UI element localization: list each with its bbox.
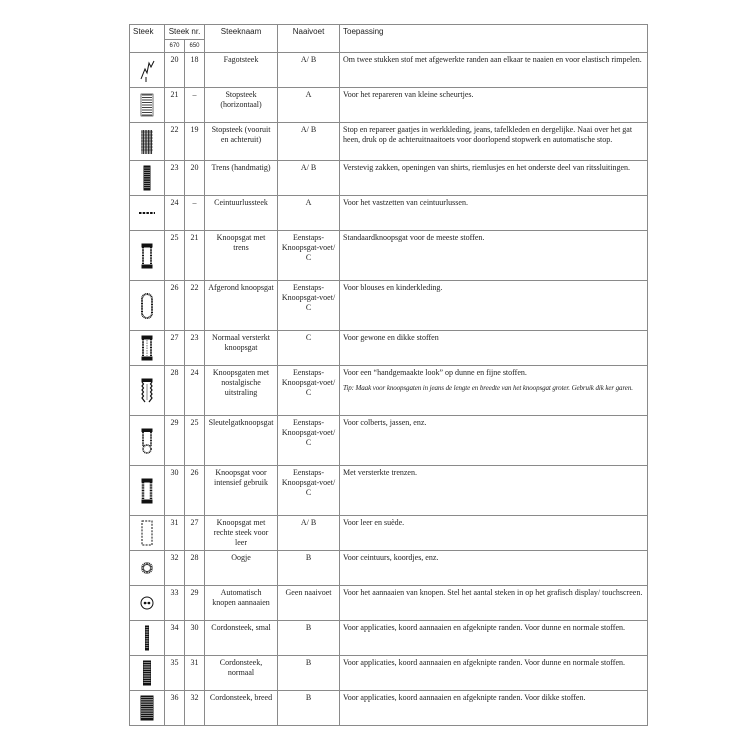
buttonhole-heirloom-icon: [137, 376, 157, 406]
presser-foot: Eenstaps-Knoopsgat-voet/ C: [278, 416, 340, 466]
stitch-number-650: –: [185, 196, 205, 231]
table-row: [130, 88, 648, 123]
stitch-icon-cell: [130, 466, 165, 516]
stitch-name: Knoopsgat voor intensief gebruik: [205, 466, 278, 516]
stitch-name: Stopsteek (horizontaal): [205, 88, 278, 123]
stitch-number-670: 34: [165, 621, 185, 656]
stitch-name: Stopsteek (vooruit en achteruit): [205, 123, 278, 161]
table-header-row: [130, 25, 648, 40]
application-text: Voor applicaties, koord aannaaien en afgeknipte randen. Voor dunne en normale stoffen.: [343, 623, 625, 632]
presser-foot: A/ B: [278, 161, 340, 196]
table-row: [130, 231, 648, 281]
stitch-number-650: 21: [185, 231, 205, 281]
buttonhole-keyhole-icon: [137, 426, 157, 456]
table-row: [130, 281, 648, 331]
tip-text: Tip: Maak voor knoopsgaten in jeans de lengte en breedte van het knoopsgat groter. Gebruik dik ker garen.: [343, 384, 633, 392]
table-row: [130, 123, 648, 161]
buttonhole-reinforced-icon: [137, 333, 157, 363]
application-text: Voor het aannaaien van knopen. Stel het aantal steken in op het grafisch display/ touchscreen.: [343, 588, 643, 597]
presser-foot: A/ B: [278, 516, 340, 551]
stitch-number-650: 28: [185, 551, 205, 586]
stitch-name: Ceintuurlussteek: [205, 196, 278, 231]
presser-foot: A: [278, 196, 340, 231]
buttonhole-heavy-duty-icon: [137, 476, 157, 506]
stitch-number-650: 32: [185, 691, 205, 726]
cording-normal-icon: [137, 658, 157, 688]
buttonhole-straight-icon: [137, 518, 157, 548]
stitch-name: Cordonsteek, breed: [205, 691, 278, 726]
darning-horizontal-icon: [137, 90, 157, 120]
stitch-number-670: 25: [165, 231, 185, 281]
application-cell: [340, 366, 648, 416]
application-cell: [340, 466, 648, 516]
stitch-number-650: 20: [185, 161, 205, 196]
application-text: Met versterkte trenzen.: [343, 468, 417, 477]
table-row: [130, 691, 648, 726]
cording-narrow-icon: [137, 623, 157, 653]
table-row: [130, 621, 648, 656]
stitch-icon-cell: [130, 586, 165, 621]
stitch-name: Cordonsteek, normaal: [205, 656, 278, 691]
application-cell: [340, 516, 648, 551]
application-text: Stop en repareer gaatjes in werkkleding, jeans, tafelkleden en dergelijke. Naai over het gat heen, druk op de achteruitnaaitoets voor doorlopend stopwerk en automatische stop.: [343, 125, 633, 144]
application-cell: [340, 88, 648, 123]
stitch-number-670: 21: [165, 88, 185, 123]
stitch-number-650: 26: [185, 466, 205, 516]
stitch-name: Afgerond knoopsgat: [205, 281, 278, 331]
bartack-icon: [137, 163, 157, 193]
presser-foot: Eenstaps-Knoopsgat-voet/ C: [278, 466, 340, 516]
application-cell: [340, 416, 648, 466]
presser-foot: A/ B: [278, 53, 340, 88]
table-row: [130, 586, 648, 621]
button-sew-on-icon: [137, 588, 157, 618]
stitch-number-650: 27: [185, 516, 205, 551]
stitch-name: Sleutelgatknoopsgat: [205, 416, 278, 466]
stitch-icon-cell: [130, 53, 165, 88]
application-text: Voor het repareren van kleine scheurtjes.: [343, 90, 474, 99]
table-row: [130, 196, 648, 231]
stitch-number-650: 25: [185, 416, 205, 466]
header-presser-foot: Naaivoet: [278, 25, 340, 53]
stitch-number-670: 36: [165, 691, 185, 726]
application-text: Verstevig zakken, openingen van shirts, riemlusjes en het onderste deel van ritssluitingen.: [343, 163, 631, 172]
stitch-icon-cell: [130, 621, 165, 656]
stitch-number-650: 22: [185, 281, 205, 331]
stitch-number-650: –: [185, 88, 205, 123]
stitch-name: Automatisch knopen aannaaien: [205, 586, 278, 621]
stitch-number-670: 29: [165, 416, 185, 466]
stitch-number-670: 27: [165, 331, 185, 366]
table-row: [130, 331, 648, 366]
presser-foot: Geen naaivoet: [278, 586, 340, 621]
presser-foot: Eenstaps-Knoopsgat-voet/ C: [278, 366, 340, 416]
stitch-number-670: 28: [165, 366, 185, 416]
stitch-number-650: 30: [185, 621, 205, 656]
buttonhole-rounded-icon: [137, 291, 157, 321]
header-model-670: 670: [165, 40, 185, 53]
application-text: Voor leer en suède.: [343, 518, 405, 527]
stitch-name: Knoopsgat met trens: [205, 231, 278, 281]
stitch-icon-cell: [130, 231, 165, 281]
application-text: Voor blouses en kinderkleding.: [343, 283, 443, 292]
application-cell: [340, 231, 648, 281]
stitch-icon-cell: [130, 331, 165, 366]
stitch-number-670: 31: [165, 516, 185, 551]
table-row: [130, 551, 648, 586]
header-model-650: 650: [185, 40, 205, 53]
stitch-number-650: 31: [185, 656, 205, 691]
application-cell: [340, 53, 648, 88]
presser-foot: C: [278, 331, 340, 366]
stitch-icon-cell: [130, 281, 165, 331]
stitch-icon-cell: [130, 123, 165, 161]
application-text: Voor het vastzetten van ceintuurlussen.: [343, 198, 468, 207]
stitch-number-670: 32: [165, 551, 185, 586]
application-cell: [340, 621, 648, 656]
header-stitch-name: Steeknaam: [205, 25, 278, 53]
stitch-icon-cell: [130, 551, 165, 586]
presser-foot: A/ B: [278, 123, 340, 161]
table-row: [130, 53, 648, 88]
presser-foot: B: [278, 621, 340, 656]
application-cell: [340, 656, 648, 691]
application-cell: [340, 691, 648, 726]
stitch-table: [129, 24, 648, 726]
darning-forward-back-icon: [137, 127, 157, 157]
application-cell: [340, 123, 648, 161]
application-cell: [340, 551, 648, 586]
stitch-icon-cell: [130, 691, 165, 726]
stitch-number-670: 24: [165, 196, 185, 231]
stitch-name: Normaal versterkt knoopsgat: [205, 331, 278, 366]
stitch-number-670: 20: [165, 53, 185, 88]
stitch-name: Knoopsgaten met nostalgische uitstraling: [205, 366, 278, 416]
application-text: Voor een “handgemaakte look” op dunne en fijne stoffen.: [343, 368, 527, 377]
fagoting-stitch-icon: [137, 55, 157, 85]
eyelet-icon: [137, 553, 157, 583]
application-cell: [340, 196, 648, 231]
stitch-icon-cell: [130, 196, 165, 231]
header-stitch: Steek: [130, 25, 165, 53]
stitch-name: Cordonsteek, smal: [205, 621, 278, 656]
stitch-number-650: 23: [185, 331, 205, 366]
stitch-number-670: 22: [165, 123, 185, 161]
belt-loop-stitch-icon: [137, 198, 157, 228]
stitch-name: Fagotsteek: [205, 53, 278, 88]
buttonhole-bartack-icon: [137, 241, 157, 271]
header-stitch-number: Steek nr.: [165, 25, 205, 40]
stitch-number-670: 33: [165, 586, 185, 621]
stitch-number-670: 30: [165, 466, 185, 516]
application-text: Voor colberts, jassen, enz.: [343, 418, 427, 427]
stitch-name: Oogje: [205, 551, 278, 586]
table-row: [130, 366, 648, 416]
header-application: Toepassing: [340, 25, 648, 53]
application-cell: [340, 281, 648, 331]
application-cell: [340, 161, 648, 196]
presser-foot: Eenstaps-Knoopsgat-voet/ C: [278, 231, 340, 281]
stitch-icon-cell: [130, 656, 165, 691]
stitch-icon-cell: [130, 161, 165, 196]
application-text: Voor applicaties, koord aannaaien en afgeknipte randen. Voor dikke stoffen.: [343, 693, 586, 702]
table-row: [130, 161, 648, 196]
stitch-name: Trens (handmatig): [205, 161, 278, 196]
cording-wide-icon: [137, 693, 157, 723]
stitch-number-650: 24: [185, 366, 205, 416]
application-cell: [340, 586, 648, 621]
table-row: [130, 416, 648, 466]
application-text: Voor gewone en dikke stoffen: [343, 333, 439, 342]
table-row: [130, 656, 648, 691]
stitch-number-670: 23: [165, 161, 185, 196]
stitch-icon-cell: [130, 88, 165, 123]
stitch-number-650: 29: [185, 586, 205, 621]
stitch-number-650: 19: [185, 123, 205, 161]
table-row: [130, 516, 648, 551]
stitch-icon-cell: [130, 366, 165, 416]
application-text: Voor applicaties, koord aannaaien en afgeknipte randen. Voor dunne en normale stoffen.: [343, 658, 625, 667]
stitch-number-650: 18: [185, 53, 205, 88]
presser-foot: B: [278, 656, 340, 691]
application-text: Om twee stukken stof met afgewerkte randen aan elkaar te naaien en voor elastisch rimpelen.: [343, 55, 642, 64]
stitch-icon-cell: [130, 416, 165, 466]
presser-foot: Eenstaps-Knoopsgat-voet/ C: [278, 281, 340, 331]
stitch-icon-cell: [130, 516, 165, 551]
stitch-name: Knoopsgat met rechte steek voor leer: [205, 516, 278, 551]
table-row: [130, 466, 648, 516]
stitch-number-670: 35: [165, 656, 185, 691]
application-text: Voor ceintuurs, koordjes, enz.: [343, 553, 439, 562]
application-text: Standaardknoopsgat voor de meeste stoffen.: [343, 233, 485, 242]
presser-foot: A: [278, 88, 340, 123]
stitch-number-670: 26: [165, 281, 185, 331]
application-cell: [340, 331, 648, 366]
presser-foot: B: [278, 691, 340, 726]
presser-foot: B: [278, 551, 340, 586]
